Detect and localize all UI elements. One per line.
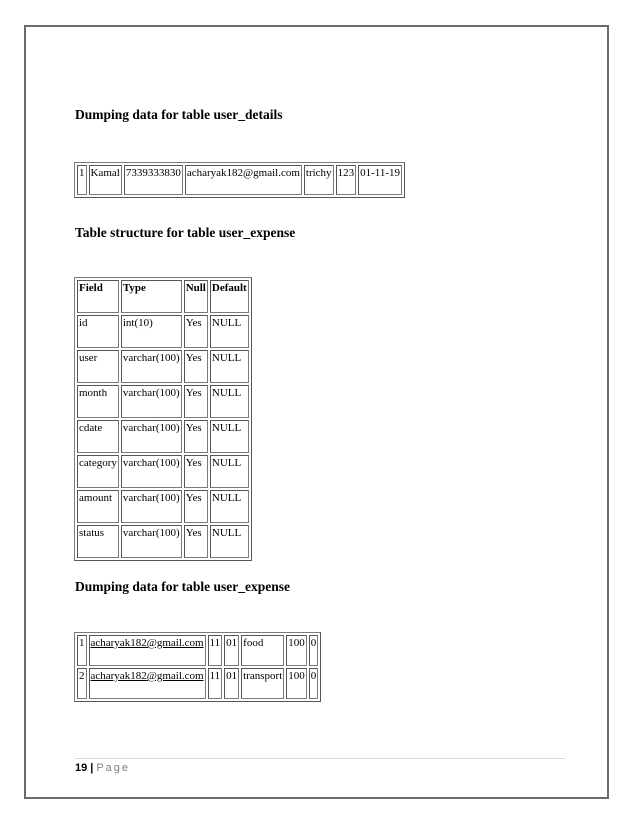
user-expense-structure-heading: Table structure for table user_expense	[75, 225, 296, 240]
table-cell: NULL	[210, 350, 249, 383]
page-number: 19	[75, 762, 88, 774]
table-cell: 100	[286, 668, 307, 699]
table-cell: acharyak182@gmail.com	[185, 165, 302, 195]
table-cell: 1	[77, 635, 87, 666]
table-cell: Yes	[184, 315, 208, 348]
table-cell: id	[77, 315, 119, 348]
column-header-default: Default	[210, 280, 249, 313]
table-cell: transport	[241, 668, 284, 699]
table-row	[77, 635, 318, 666]
table-cell: Yes	[184, 420, 208, 453]
table-cell: NULL	[210, 525, 249, 558]
user-details-dump-heading: Dumping data for table user_details	[75, 107, 283, 122]
table-row	[77, 385, 249, 418]
table-cell: int(10)	[121, 315, 182, 348]
table-cell: month	[77, 385, 119, 418]
footer-separator: |	[90, 762, 94, 774]
table-cell: 01	[224, 668, 239, 699]
table-cell: 2	[77, 668, 87, 699]
table-cell: Yes	[184, 525, 208, 558]
table-cell: NULL	[210, 455, 249, 488]
table-cell: user	[77, 350, 119, 383]
table-cell: varchar(100)	[121, 525, 182, 558]
table-cell: NULL	[210, 490, 249, 523]
table-row	[77, 490, 249, 523]
table-cell: 7339333830	[124, 165, 183, 195]
table-cell: cdate	[77, 420, 119, 453]
table-row	[77, 315, 249, 348]
table-cell: NULL	[210, 385, 249, 418]
table-cell: 0	[309, 635, 319, 666]
user-expense-structure-table	[74, 277, 252, 561]
table-cell: 123	[336, 165, 357, 195]
table-cell: varchar(100)	[121, 385, 182, 418]
page-label: Page	[96, 762, 131, 774]
table-cell: 01-11-19	[358, 165, 402, 195]
table-row	[77, 525, 249, 558]
table-cell: Yes	[184, 350, 208, 383]
table-cell: Kamal	[89, 165, 122, 195]
table-cell: NULL	[210, 315, 249, 348]
table-cell: Yes	[184, 490, 208, 523]
email-link[interactable]: acharyak182@gmail.com	[89, 635, 206, 666]
table-cell: Yes	[184, 455, 208, 488]
table-cell: 100	[286, 635, 307, 666]
table-cell: food	[241, 635, 284, 666]
table-cell: 11	[208, 668, 223, 699]
table-cell: 01	[224, 635, 239, 666]
table-cell: varchar(100)	[121, 420, 182, 453]
table-cell: NULL	[210, 420, 249, 453]
table-row	[77, 350, 249, 383]
footer-divider	[75, 758, 565, 759]
table-cell: trichy	[304, 165, 334, 195]
column-header-null: Null	[184, 280, 208, 313]
table-cell: 0	[309, 668, 319, 699]
table-cell: category	[77, 455, 119, 488]
user-expense-table	[74, 632, 321, 702]
table-cell: status	[77, 525, 119, 558]
table-row	[77, 165, 402, 195]
table-cell: Yes	[184, 385, 208, 418]
page-footer	[75, 762, 130, 774]
table-row	[77, 668, 318, 699]
column-header-type: Type	[121, 280, 182, 313]
user-expense-dump-heading: Dumping data for table user_expense	[75, 579, 291, 594]
table-row	[77, 420, 249, 453]
table-cell: varchar(100)	[121, 350, 182, 383]
user-details-table	[74, 162, 405, 198]
table-cell: 11	[208, 635, 223, 666]
table-header-row	[77, 280, 249, 313]
table-cell: varchar(100)	[121, 490, 182, 523]
table-cell: varchar(100)	[121, 455, 182, 488]
table-cell: 1	[77, 165, 87, 195]
table-row	[77, 455, 249, 488]
column-header-field: Field	[77, 280, 119, 313]
email-link[interactable]: acharyak182@gmail.com	[89, 668, 206, 699]
table-cell: amount	[77, 490, 119, 523]
